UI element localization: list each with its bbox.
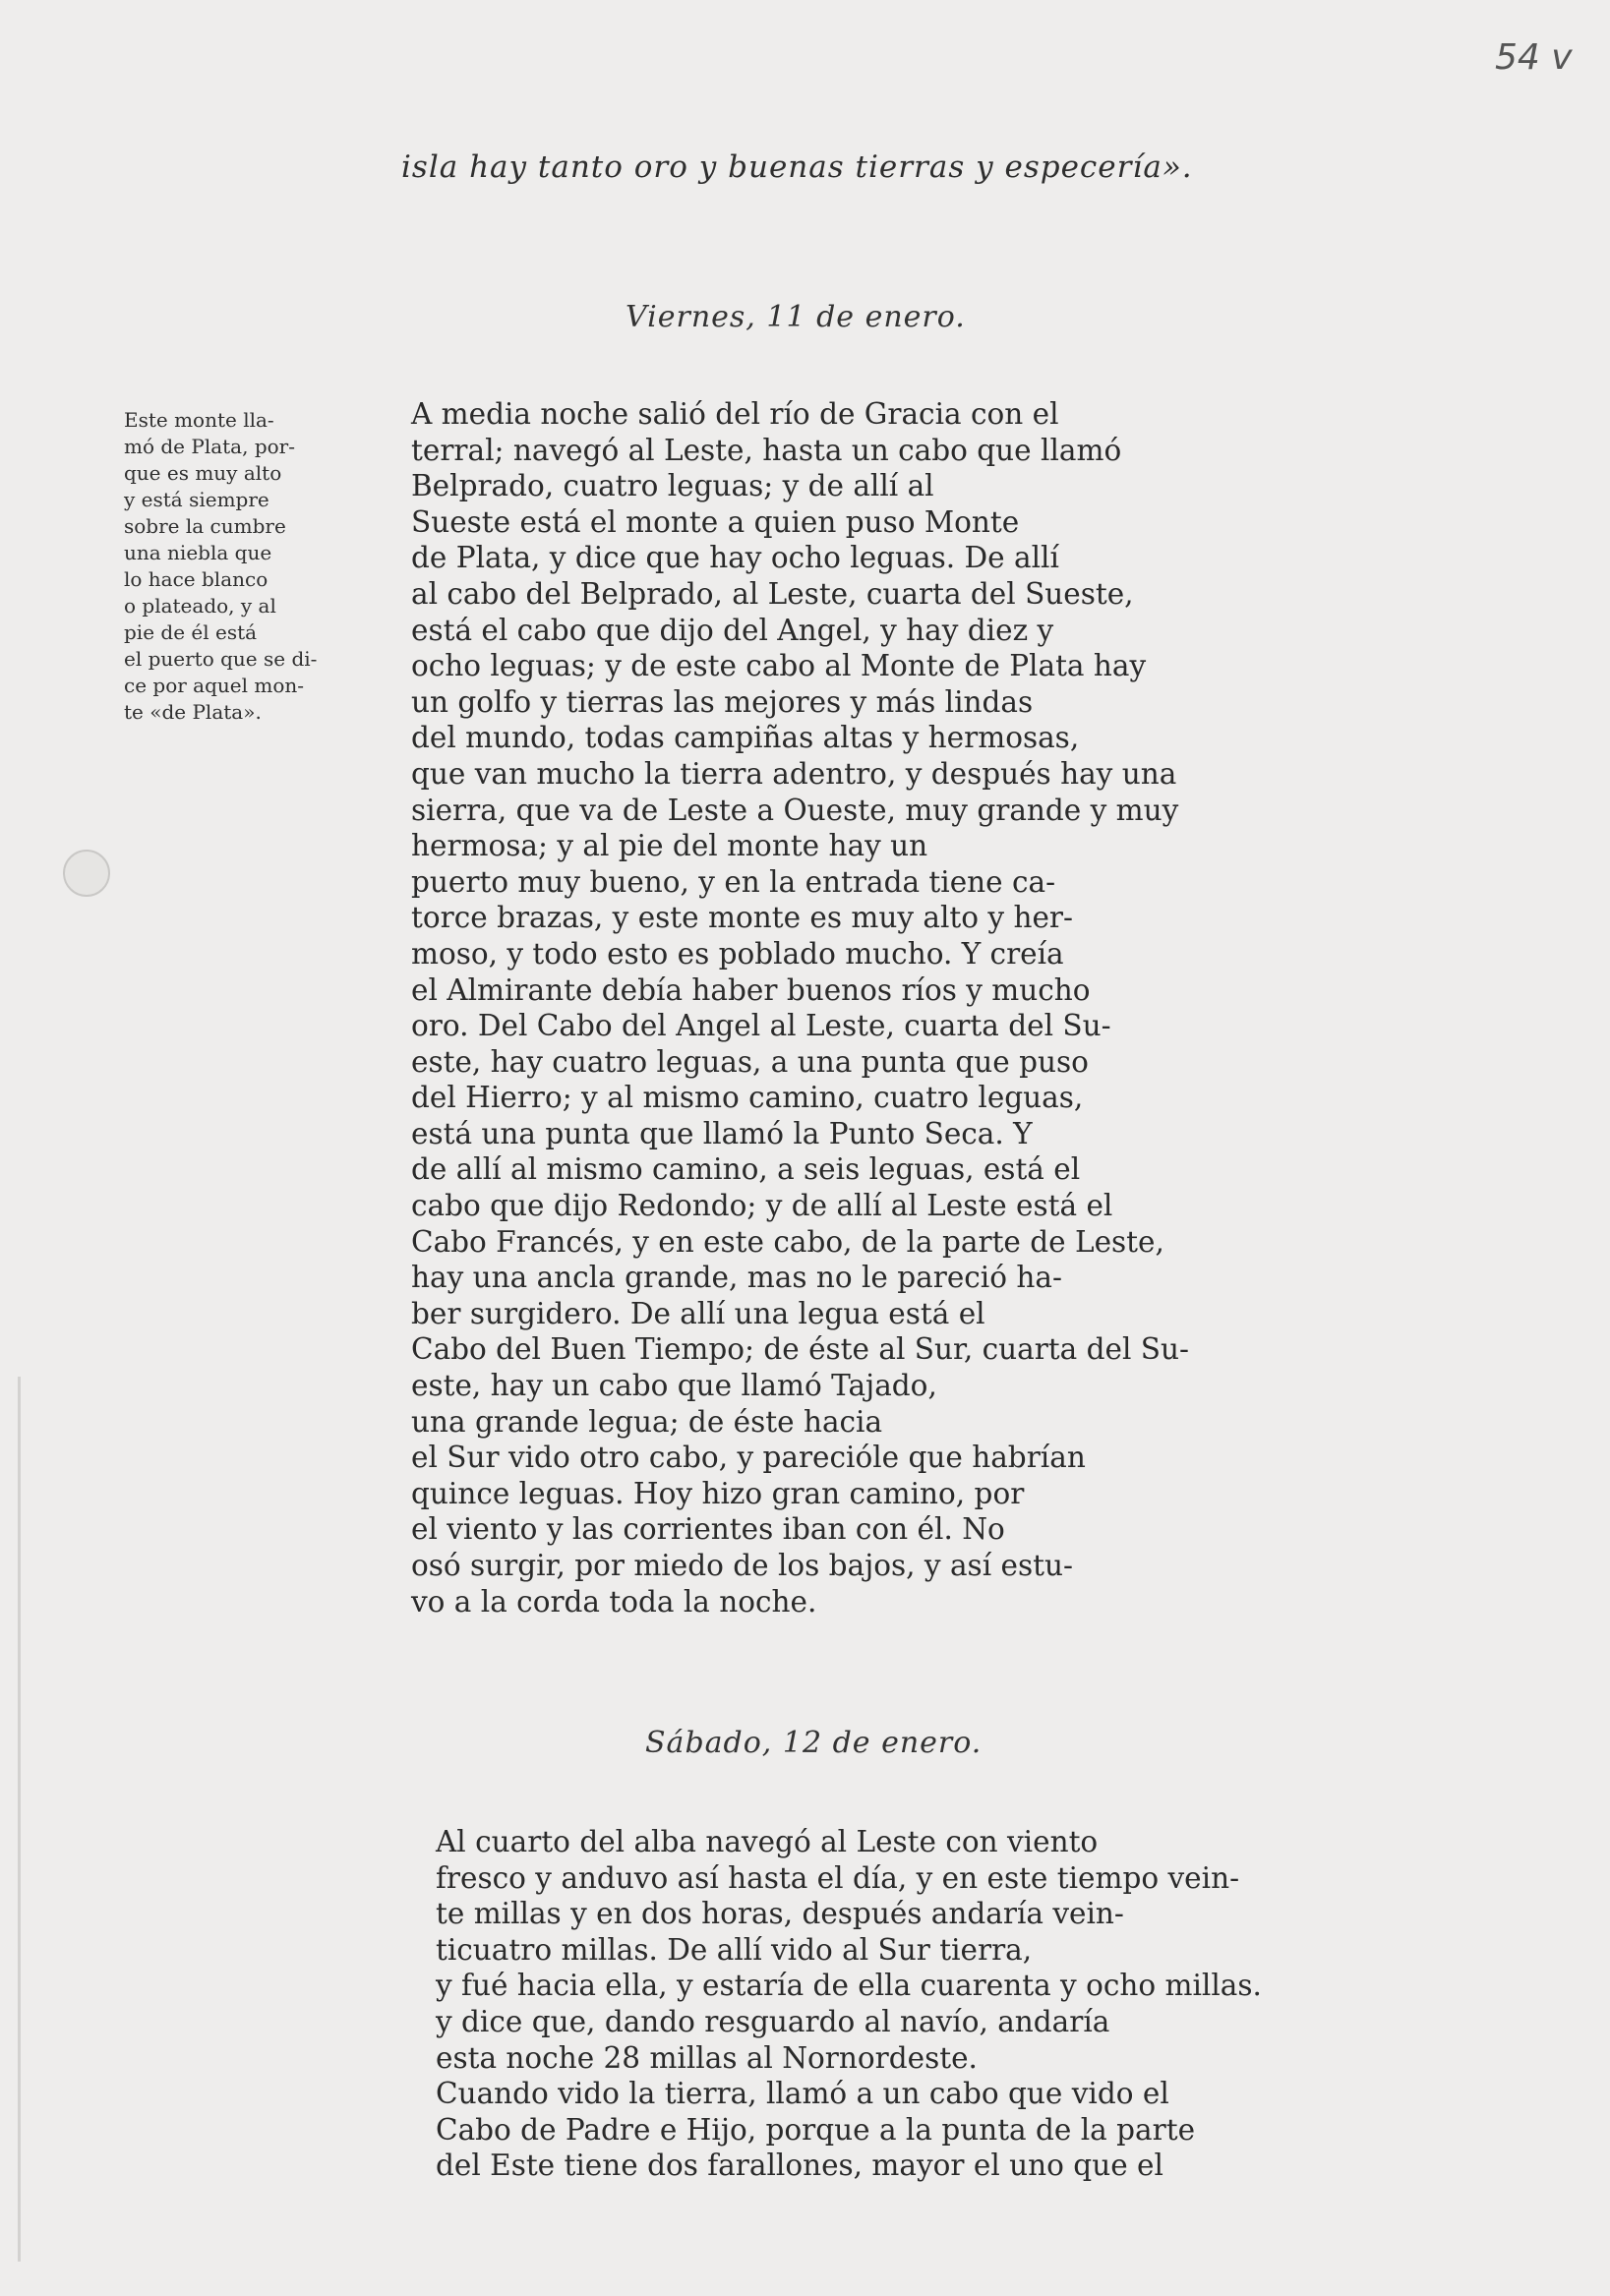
text-line: osó surgir, por miedo de los bajos, y así estu-: [411, 1549, 1073, 1582]
margin-note-line: y está siempre: [124, 488, 269, 511]
margin-note-line: mó de Plata, por-: [124, 435, 295, 458]
text-line: esta noche 28 millas al Nornordeste.: [436, 2040, 978, 2075]
text-line: cabo que dijo Redondo; y de allí al Leste está el: [411, 1189, 1113, 1223]
text-line: de allí al mismo camino, a seis leguas, está el: [411, 1152, 1081, 1187]
text-line: Sueste está el monte a quien puso Monte: [411, 504, 1020, 539]
margin-note: [124, 407, 370, 726]
page-number: 54 v: [1495, 37, 1573, 78]
text-line: está el cabo que dijo del Angel, y hay diez y: [411, 613, 1054, 647]
text-line: moso, y todo esto es poblado mucho. Y creía: [411, 936, 1064, 971]
text-line: una grande legua; de éste hacia: [411, 1404, 883, 1439]
text-line: ber surgidero. De allí una legua está el: [411, 1296, 985, 1330]
text-line: al cabo del Belprado, al Leste, cuarta del Sueste,: [411, 576, 1134, 611]
entry-heading-viernes: Viernes, 11 de enero.: [626, 300, 966, 334]
text-line: un golfo y tierras las mejores y más lindas: [411, 684, 1034, 719]
margin-note-line: pie de él está: [124, 620, 258, 644]
margin-note-line: una niebla que: [124, 541, 272, 564]
text-line: torce brazas, y este monte es muy alto y her-: [411, 901, 1073, 935]
entry-heading-sabado: Sábado, 12 de enero.: [645, 1726, 983, 1760]
entry-text-sabado: [436, 1824, 1262, 2184]
text-line: que van mucho la tierra adentro, y después hay una: [411, 756, 1177, 791]
text-line: y fué hacia ella, y estaría de ella cuarenta y ocho millas.: [436, 1969, 1262, 2003]
text-line: Cabo del Buen Tiempo; de éste al Sur, cuarta del Su-: [411, 1332, 1189, 1367]
margin-note-line: sobre la cumbre: [124, 514, 286, 538]
text-line: el Sur vido otro cabo, y parecióle que habrían: [411, 1441, 1086, 1475]
text-line: puerto muy bueno, y en la entrada tiene ca-: [411, 864, 1056, 899]
margin-note-line: Este monte lla-: [124, 408, 274, 432]
text-line: este, hay cuatro leguas, a una punta que puso: [411, 1044, 1089, 1079]
margin-note-line: te «de Plata».: [124, 700, 262, 724]
text-line: vo a la corda toda la noche.: [411, 1584, 817, 1619]
text-line: Cuando vido la tierra, llamó a un cabo que vido el: [436, 2077, 1169, 2111]
text-line: fresco y anduvo así hasta el día, y en este tiempo vein-: [436, 1860, 1240, 1895]
text-line: Cabo de Padre e Hijo, porque a la punta de la parte: [436, 2112, 1196, 2147]
margin-note-line: que es muy alto: [124, 461, 282, 485]
continuation-line: isla hay tanto oro y buenas tierras y especería».: [401, 149, 1193, 185]
text-line: sierra, que va de Leste a Oueste, muy grande y muy: [411, 793, 1179, 827]
text-line: hermosa; y al pie del monte hay un: [411, 829, 928, 863]
text-line: A media noche salió del río de Gracia con el: [411, 397, 1059, 431]
text-line: Al cuarto del alba navegó al Leste con viento: [436, 1825, 1099, 1858]
text-line: del Este tiene dos farallones, mayor el uno que el: [436, 2149, 1163, 2183]
margin-shadow: [18, 1377, 21, 2262]
text-line: hay una ancla grande, mas no le pareció ha-: [411, 1261, 1062, 1295]
text-line: y dice que, dando resguardo al navío, andaría: [436, 2004, 1110, 2038]
text-line: quince leguas. Hoy hizo gran camino, por: [411, 1476, 1025, 1510]
text-line: de Plata, y dice que hay ocho leguas. De allí: [411, 541, 1059, 575]
text-line: Cabo Francés, y en este cabo, de la parte de Leste,: [411, 1224, 1164, 1259]
text-line: ocho leguas; y de este cabo al Monte de Plata hay: [411, 649, 1147, 683]
punch-hole: [63, 850, 110, 897]
text-line: Belprado, cuatro leguas; y de allí al: [411, 469, 934, 503]
text-line: del Hierro; y al mismo camino, cuatro leguas,: [411, 1081, 1084, 1115]
margin-note-line: ce por aquel mon-: [124, 674, 304, 697]
margin-note-line: el puerto que se di-: [124, 647, 318, 671]
margin-note-line: lo hace blanco: [124, 567, 268, 591]
text-line: el Almirante debía haber buenos ríos y mucho: [411, 972, 1091, 1007]
text-line: el viento y las corrientes iban con él. No: [411, 1512, 1005, 1547]
text-line: te millas y en dos horas, después andaría vein-: [436, 1897, 1124, 1931]
text-line: este, hay un cabo que llamó Tajado,: [411, 1369, 937, 1403]
text-line: oro. Del Cabo del Angel al Leste, cuarta del Su-: [411, 1009, 1111, 1043]
text-line: ticuatro millas. De allí vido al Sur tierra,: [436, 1932, 1033, 1967]
text-line: terral; navegó al Leste, hasta un cabo que llamó: [411, 433, 1122, 467]
entry-text-viernes: [411, 396, 1189, 1619]
text-line: está una punta que llamó la Punto Seca. Y: [411, 1116, 1033, 1150]
text-line: del mundo, todas campiñas altas y hermosas,: [411, 721, 1080, 755]
margin-note-line: o plateado, y al: [124, 594, 276, 618]
